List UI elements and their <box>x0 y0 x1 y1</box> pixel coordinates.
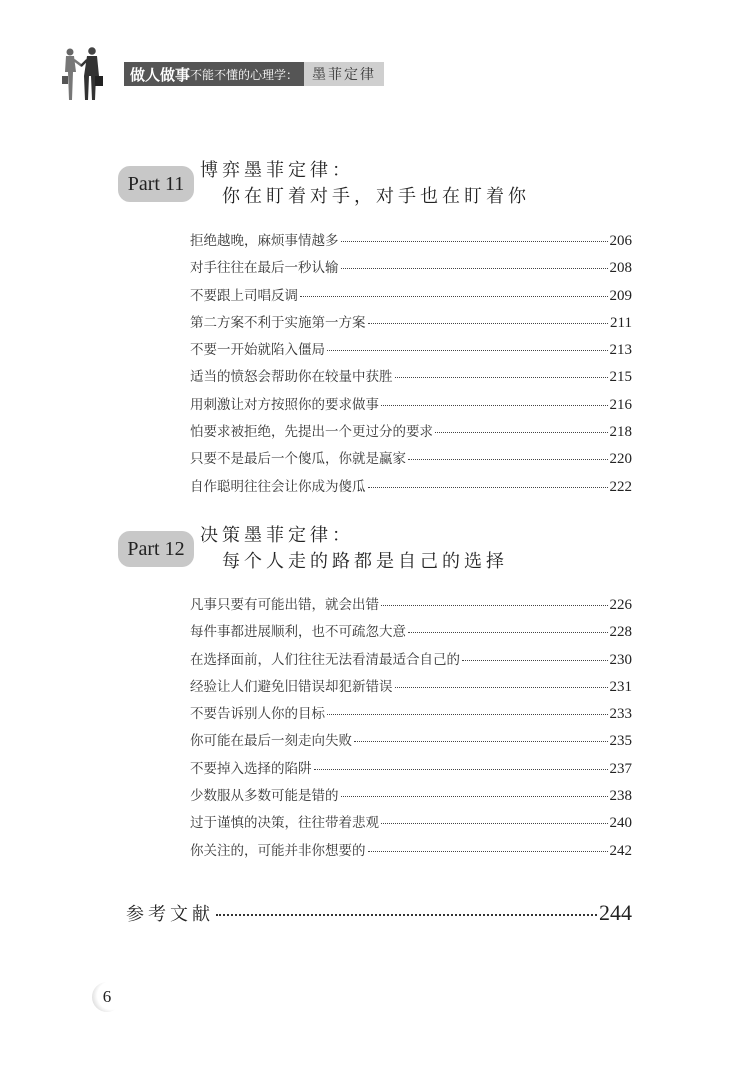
toc-entry[interactable] <box>190 757 632 784</box>
entry-page: 238 <box>609 788 632 805</box>
entry-title: 不要掉入选择的陷阱 <box>190 760 312 777</box>
entry-page: 213 <box>609 342 632 359</box>
entry-page: 206 <box>609 233 632 249</box>
entry-title: 拒绝越晚，麻烦事情越多 <box>190 233 339 249</box>
leader-dots <box>368 851 608 852</box>
toc-entry[interactable] <box>190 811 632 838</box>
book-subtitle: 墨菲定律 <box>304 62 384 86</box>
toc-entry[interactable] <box>190 620 632 647</box>
entry-page: 242 <box>609 842 632 859</box>
references-entry[interactable] <box>126 900 632 926</box>
leader-dots <box>381 823 608 824</box>
book-title-dark <box>124 62 304 86</box>
entry-page: 237 <box>609 760 632 777</box>
toc-entry[interactable] <box>190 256 632 283</box>
leader-dots <box>381 405 608 406</box>
leader-dots <box>381 605 608 606</box>
entry-title: 不要跟上司唱反调 <box>190 287 298 304</box>
entry-title: 凡事只要有可能出错，就会出错 <box>190 597 379 613</box>
entry-title: 你关注的，可能并非你想要的 <box>190 842 366 859</box>
part-badge: Part 11 <box>118 166 194 202</box>
leader-dots <box>395 687 608 688</box>
toc-entry[interactable] <box>190 420 632 447</box>
entry-page: 211 <box>610 314 632 331</box>
entry-title: 经验让人们避免旧错误却犯新错误 <box>190 678 393 695</box>
part-12-toc <box>190 593 632 866</box>
leader-dots <box>368 323 609 324</box>
toc-entry[interactable] <box>190 365 632 392</box>
entry-page: 235 <box>609 733 632 750</box>
part-badge: Part 12 <box>118 531 194 567</box>
entry-page: 233 <box>609 706 632 723</box>
entry-page: 228 <box>609 624 632 641</box>
entry-title: 适当的愤怒会帮助你在较量中获胜 <box>190 369 393 386</box>
toc-entry[interactable] <box>190 729 632 756</box>
part-title: 决策墨菲定律： <box>200 525 354 546</box>
book-title-bold: 做人做事 <box>130 65 191 84</box>
leader-dots <box>408 632 608 633</box>
toc-entry[interactable] <box>190 447 632 474</box>
entry-title: 不要一开始就陷入僵局 <box>190 342 325 359</box>
entry-page: 218 <box>609 424 632 441</box>
toc-entry[interactable] <box>190 839 632 866</box>
toc-entry[interactable] <box>190 229 632 256</box>
entry-page: 216 <box>609 396 632 413</box>
leader-dots <box>341 241 608 242</box>
leader-dots <box>341 268 608 269</box>
entry-title: 你可能在最后一刻走向失败 <box>190 733 352 750</box>
leader-dots <box>327 714 608 715</box>
entry-title: 在选择面前，人们往往无法看清最适合自己的 <box>190 651 460 668</box>
leader-dots <box>435 432 608 433</box>
entry-title: 少数服从多数可能是错的 <box>190 788 339 805</box>
toc-entry[interactable] <box>190 648 632 675</box>
references-title: 参考文献 <box>126 904 214 925</box>
part-subtitle: 你在盯着对手，对手也在盯着你 <box>222 186 530 207</box>
entry-page: 215 <box>609 369 632 386</box>
entry-title: 用刺激让对方按照你的要求做事 <box>190 396 379 413</box>
entry-page: 226 <box>609 597 632 613</box>
entry-title: 只要不是最后一个傻瓜，你就是赢家 <box>190 451 406 468</box>
entry-page: 220 <box>609 451 632 468</box>
toc-entry[interactable] <box>190 338 632 365</box>
leader-dots <box>462 660 608 661</box>
references-page: 244 <box>599 900 632 925</box>
toc-entry[interactable] <box>190 311 632 338</box>
leader-dots <box>216 914 597 916</box>
leader-dots <box>368 487 608 488</box>
toc-entry[interactable] <box>190 675 632 702</box>
toc-entry[interactable] <box>190 593 632 620</box>
toc-entry[interactable] <box>190 284 632 311</box>
toc-entry[interactable] <box>190 393 632 420</box>
entry-page: 240 <box>609 815 632 832</box>
toc-entry[interactable] <box>190 475 632 502</box>
leader-dots <box>327 350 608 351</box>
entry-page: 230 <box>609 651 632 668</box>
entry-title: 过于谨慎的决策，往往带着悲观 <box>190 815 379 832</box>
leader-dots <box>314 769 608 770</box>
entry-page: 209 <box>609 287 632 304</box>
part-12-heading <box>118 523 558 583</box>
page-number: 6 <box>92 982 122 1012</box>
part-11-heading <box>118 158 558 218</box>
leader-dots <box>395 377 608 378</box>
running-header <box>58 46 418 102</box>
entry-page: 231 <box>609 678 632 695</box>
leader-dots <box>408 459 608 460</box>
handshake-figures-icon <box>58 46 104 102</box>
entry-title: 自作聪明往往会让你成为傻瓜 <box>190 478 366 495</box>
leader-dots <box>354 741 608 742</box>
part-11-toc <box>190 229 632 502</box>
entry-title: 对手往往在最后一秒认输 <box>190 260 339 277</box>
leader-dots <box>341 796 608 797</box>
entry-title: 每件事都进展顺利，也不可疏忽大意 <box>190 624 406 641</box>
entry-title: 怕要求被拒绝，先提出一个更过分的要求 <box>190 424 433 441</box>
toc-entry[interactable] <box>190 784 632 811</box>
book-title-banner <box>124 62 384 86</box>
entry-page: 208 <box>609 260 632 277</box>
book-title-normal: 不能不懂的心理学： <box>190 67 299 82</box>
part-subtitle: 每个人走的路都是自己的选择 <box>222 551 508 572</box>
part-title: 博弈墨菲定律： <box>200 160 354 181</box>
leader-dots <box>300 296 608 297</box>
entry-title: 第二方案不利于实施第一方案 <box>190 314 366 331</box>
toc-entry[interactable] <box>190 702 632 729</box>
entry-title: 不要告诉别人你的目标 <box>190 706 325 723</box>
entry-page: 222 <box>609 478 632 495</box>
